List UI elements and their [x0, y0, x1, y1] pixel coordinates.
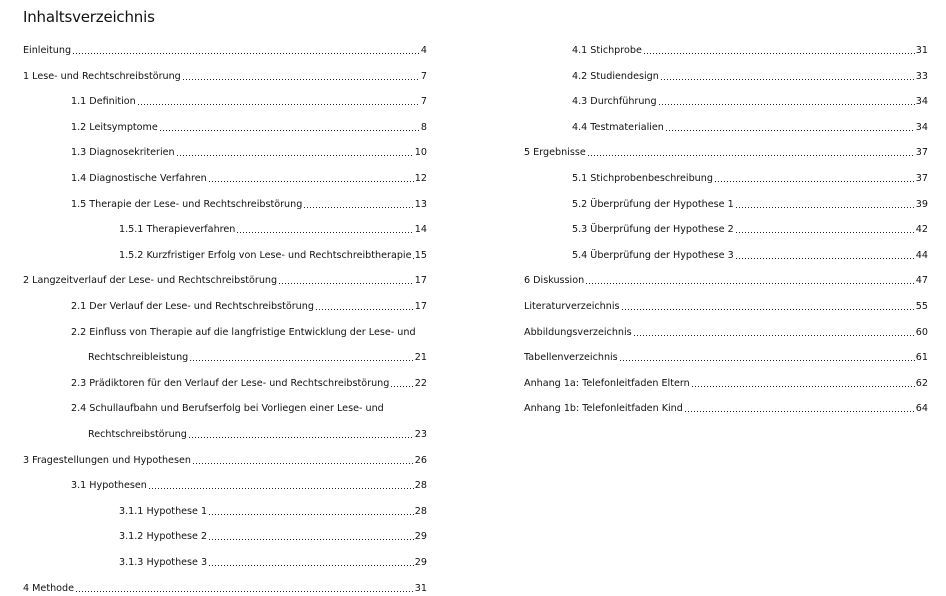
toc-entry: [119, 249, 427, 263]
toc-entry-page: 28: [414, 506, 427, 517]
toc-entry-label: 2.2 Einfluss von Therapie auf die langfristige Entwicklung der Lese- und: [71, 327, 416, 338]
toc-entry-page: 37: [915, 173, 928, 184]
toc-entry-label: 5.3 Überprüfung der Hypothese 2: [572, 224, 734, 235]
dot-leader: [665, 128, 915, 132]
toc-entry-page: 55: [915, 301, 928, 312]
dot-leader: [208, 179, 414, 183]
dot-leader: [390, 384, 413, 388]
toc-entry-label: Rechtschreibstörung: [88, 429, 187, 440]
toc-entry: [524, 377, 928, 391]
dot-leader: [315, 307, 414, 311]
dot-leader: [137, 102, 420, 106]
toc-entry-page: 26: [414, 455, 427, 466]
toc-entry: [88, 428, 427, 442]
dot-leader: [188, 435, 414, 439]
toc-entry-label: Einleitung: [23, 45, 72, 56]
page-title: Inhaltsverzeichnis: [23, 8, 155, 26]
toc-entry: [23, 274, 427, 288]
toc-entry: [119, 556, 427, 570]
toc-entry-page: 61: [915, 352, 928, 363]
toc-entry: [524, 351, 928, 365]
toc-entry: [88, 351, 427, 365]
dot-leader: [735, 230, 915, 234]
toc-entry-page: 13: [414, 199, 427, 210]
toc-entry: [71, 402, 427, 416]
dot-leader: [208, 512, 414, 516]
toc-entry: [524, 300, 928, 314]
dot-leader: [658, 102, 915, 106]
toc-entry-label: 1.5.2 Kurzfristiger Erfolg von Lese- und Rechtschreibtherapie: [119, 250, 412, 261]
toc-entry-label: 5 Ergebnisse: [524, 147, 586, 158]
dot-leader: [278, 281, 414, 285]
dot-leader: [182, 77, 420, 81]
toc-entry: [572, 44, 928, 58]
toc-entry: [572, 172, 928, 186]
toc-entry-label: 1.5.1 Therapieverfahren: [119, 224, 236, 235]
dot-leader: [189, 358, 414, 362]
toc-entry-page: 39: [915, 199, 928, 210]
toc-entry: [572, 249, 928, 263]
toc-entry: [23, 454, 427, 468]
toc-entry-page: 64: [915, 403, 928, 414]
dot-leader: [236, 230, 413, 234]
toc-entry: [119, 505, 427, 519]
toc-entry-label: Anhang 1a: Telefonleitfaden Eltern: [524, 378, 690, 389]
toc-entry: [119, 223, 427, 237]
toc-entry-page: 21: [414, 352, 427, 363]
dot-leader: [208, 563, 414, 567]
toc-entry-label: Rechtschreibleistung: [88, 352, 189, 363]
toc-entry-page: 22: [414, 378, 427, 389]
toc-entry-page: 42: [915, 224, 928, 235]
toc-entry-page: 7: [420, 96, 427, 107]
dot-leader: [176, 153, 414, 157]
toc-entry-page: 34: [915, 122, 928, 133]
toc-entry: [23, 70, 427, 84]
toc-entry-page: 10: [414, 147, 427, 158]
toc-entry-label: 4.4 Testmaterialien: [572, 122, 664, 133]
dot-leader: [660, 77, 915, 81]
toc-entry-label: 3 Fragestellungen und Hypothesen: [23, 455, 191, 466]
toc-entry-label: 2.4 Schullaufbahn und Berufserfolg bei Vorliegen einer Lese- und: [71, 403, 384, 414]
toc-entry-label: Tabellenverzeichnis: [524, 352, 618, 363]
toc-entry: [71, 198, 427, 212]
dot-leader: [714, 179, 915, 183]
toc-entry-label: 2 Langzeitverlauf der Lese- und Rechtschreibstörung: [23, 275, 278, 286]
toc-entry-page: 12: [414, 173, 427, 184]
toc-entry-label: Abbildungsverzeichnis: [524, 327, 632, 338]
toc-entry: [572, 95, 928, 109]
toc-entry-label: 3.1.3 Hypothese 3: [119, 557, 208, 568]
toc-entry-label: 1.5 Therapie der Lese- und Rechtschreibstörung: [71, 199, 303, 210]
toc-entry-label: 3.1.2 Hypothese 2: [119, 531, 208, 542]
dot-leader: [75, 589, 414, 593]
toc-entry: [71, 95, 427, 109]
dot-leader: [303, 205, 414, 209]
toc-entry: [572, 70, 928, 84]
dot-leader: [621, 307, 915, 311]
toc-entry: [23, 44, 427, 58]
toc-entry-label: 2.1 Der Verlauf der Lese- und Rechtschreibstörung: [71, 301, 314, 312]
toc-entry-page: 29: [414, 557, 427, 568]
toc-entry: [572, 121, 928, 135]
dot-leader: [735, 205, 915, 209]
dot-leader: [619, 358, 915, 362]
dot-leader: [72, 51, 420, 55]
toc-entry-label: 3.1 Hypothesen: [71, 480, 147, 491]
toc-entry: [71, 479, 427, 493]
dot-leader: [208, 537, 414, 541]
dot-leader: [585, 281, 915, 285]
toc-entry: [71, 146, 427, 160]
toc-entry-label: Anhang 1b: Telefonleitfaden Kind: [524, 403, 683, 414]
dot-leader: [643, 51, 915, 55]
toc-entry-page: 31: [414, 583, 427, 594]
toc-entry-label: 4 Methode: [23, 583, 75, 594]
dot-leader: [691, 384, 915, 388]
toc-entry: [71, 121, 427, 135]
toc-entry-page: 31: [915, 45, 928, 56]
toc-entry-label: Literaturverzeichnis: [524, 301, 620, 312]
dot-leader: [587, 153, 915, 157]
toc-entry-label: 1.3 Diagnosekriterien: [71, 147, 175, 158]
dot-leader: [159, 128, 420, 132]
toc-entry-page: 7: [420, 71, 427, 82]
toc-entry-label: 1.4 Diagnostische Verfahren: [71, 173, 207, 184]
toc-entry: [71, 377, 427, 391]
toc-entry-label: 1 Lese- und Rechtschreibstörung: [23, 71, 181, 82]
toc-entry-page: 33: [915, 71, 928, 82]
toc-entry-label: 2.3 Prädiktoren für den Verlauf der Lese- und Rechtschreibstörung: [71, 378, 390, 389]
toc-entry-label: 5.4 Überprüfung der Hypothese 3: [572, 250, 734, 261]
toc-entry: [71, 300, 427, 314]
toc-entry-page: 8: [420, 122, 427, 133]
toc-entry-label: 4.3 Durchführung: [572, 96, 657, 107]
toc-entry-page: 60: [915, 327, 928, 338]
toc-entry-label: 4.2 Studiendesign: [572, 71, 659, 82]
toc-entry-page: 28: [414, 480, 427, 491]
toc-entry: [71, 326, 427, 340]
toc-entry-page: 23: [414, 429, 427, 440]
toc-entry-page: 44: [915, 250, 928, 261]
toc-entry-page: 17: [414, 301, 427, 312]
toc-entry-page: 29: [414, 531, 427, 542]
toc-entry-label: 4.1 Stichprobe: [572, 45, 642, 56]
toc-entry-page: 37: [915, 147, 928, 158]
toc-entry-label: 5.2 Überprüfung der Hypothese 1: [572, 199, 734, 210]
toc-entry: [119, 530, 427, 544]
toc-entry-page: 14: [414, 224, 427, 235]
dot-leader: [633, 333, 915, 337]
toc-entry-label: 6 Diskussion: [524, 275, 585, 286]
toc-entry-label: 3.1.1 Hypothese 1: [119, 506, 208, 517]
dot-leader: [148, 486, 414, 490]
toc-entry-page: 47: [915, 275, 928, 286]
toc-entry: [524, 274, 928, 288]
dot-leader: [192, 461, 414, 465]
toc-entry-page: 15: [414, 250, 427, 261]
toc-entry-page: 17: [414, 275, 427, 286]
toc-entry: [572, 223, 928, 237]
toc-entry: [71, 172, 427, 186]
toc-entry-page: 34: [915, 96, 928, 107]
dot-leader: [412, 256, 413, 260]
toc-entry: [23, 582, 427, 596]
toc-entry: [572, 198, 928, 212]
toc-entry: [524, 146, 928, 160]
dot-leader: [735, 256, 915, 260]
toc-entry: [524, 326, 928, 340]
toc-entry-label: 5.1 Stichprobenbeschreibung: [572, 173, 713, 184]
toc-entry-page: 62: [915, 378, 928, 389]
toc-entry-page: 4: [420, 45, 427, 56]
dot-leader: [684, 409, 915, 413]
toc-entry-label: 1.2 Leitsymptome: [71, 122, 158, 133]
toc-entry-label: 1.1 Definition: [71, 96, 136, 107]
toc-entry: [524, 402, 928, 416]
